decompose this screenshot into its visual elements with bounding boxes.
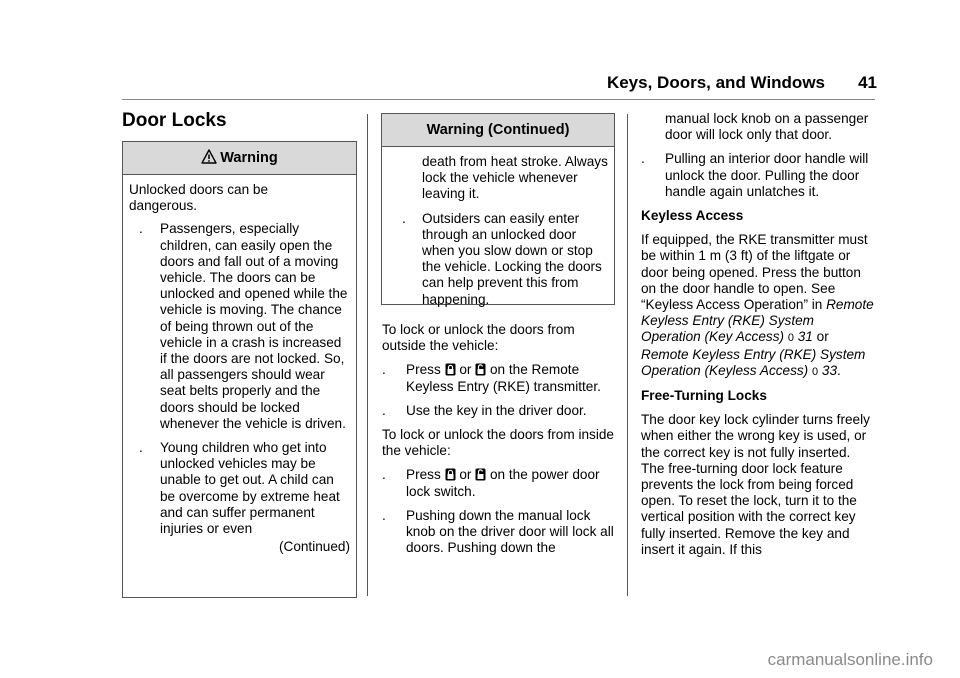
right-column-body xyxy=(641,111,875,566)
press-label: Press xyxy=(406,467,441,483)
bullet-dot: . xyxy=(382,467,386,483)
unlock-key-icon xyxy=(475,468,486,481)
warning-bullet-text: Young children who get into unlocked vehicles may be unable to get out. A child can be overcome by extreme heat and can suffer permanent injuries or even xyxy=(160,440,340,537)
lock-key-icon xyxy=(445,363,456,376)
continued-label: (Continued) xyxy=(278,539,350,555)
outside-intro: To lock or unlock the doors from outside the vehicle: xyxy=(382,322,575,354)
press-label: Press xyxy=(406,362,441,378)
continued-text: manual lock knob on a passenger door will lock only that door. xyxy=(665,111,869,143)
watermark: carmanualsonline.info xyxy=(767,650,933,669)
outside-item-1-rest: on the Remote Keyless Entry (RKE) transmitter. xyxy=(406,362,601,394)
column-divider-1 xyxy=(367,114,368,596)
page-ref-arrow-icon: 0 xyxy=(812,365,819,378)
keyless-access-heading: Keyless Access xyxy=(641,208,744,224)
bullet-dot: . xyxy=(382,402,386,418)
running-header-title: Keys, Doors, and Windows xyxy=(606,73,825,92)
inside-item-2: Pushing down the manual lock knob on the driver door will lock all doors. Pushing down the xyxy=(406,507,614,556)
bullet-dot: . xyxy=(382,507,386,523)
middle-column-body xyxy=(382,322,614,564)
warning-bullet xyxy=(129,221,350,432)
warning-bullet xyxy=(129,440,350,537)
cross-reference-link[interactable]: Remote Keyless Entry (RKE) System Operation (Key Access) xyxy=(641,297,874,345)
warning-heading xyxy=(123,142,356,175)
warning-heading-text: Warning xyxy=(220,150,278,166)
list-item xyxy=(382,508,614,557)
page-number: 41 xyxy=(858,73,877,92)
warning-intro: Unlocked doors can be dangerous. xyxy=(129,182,269,214)
list-item xyxy=(382,467,614,499)
warning-continued-box xyxy=(381,113,615,305)
list-item xyxy=(382,403,614,419)
outside-item-2: Use the key in the driver door. xyxy=(406,402,587,418)
warning-triangle-icon xyxy=(201,149,217,164)
page-ref[interactable]: 31 xyxy=(797,329,813,345)
keyless-text-1: If equipped, the RKE transmitter must be within 1 m (3 ft) of the liftgate or door being opened. Press the button on the door handle to open. See “Keyless Access Operation” in xyxy=(641,232,868,313)
bullet-dot: . xyxy=(382,362,386,378)
warning-bullet-text: Passengers, especially children, can easily open the doors and fall out of a moving vehicle. The doors can be unlocked and opened while the vehicle is moving. The chance of being thrown out of the vehicle in a crash is increased if the doors are not locked. So, all passengers should wear seat belts properly and the doors should be locked whenever the vehicle is driven. xyxy=(160,221,348,431)
section-title: Door Locks xyxy=(122,110,227,131)
bullet-dot: . xyxy=(641,151,645,167)
or-label: or xyxy=(459,467,472,483)
warning-continued-bullet-text: Outsiders can easily enter through an unlocked door when you slow down or stop the vehicle. Locking the doors can help prevent this from happening. xyxy=(422,210,602,307)
bullet-dot: . xyxy=(139,221,143,237)
warning-continued-lead: death from heat stroke. Always lock the vehicle whenever leaving it. xyxy=(422,154,608,202)
warning-continued-heading: Warning (Continued) xyxy=(382,114,614,147)
lock-key-icon xyxy=(445,468,456,481)
bullet-dot: . xyxy=(139,440,143,456)
unlock-key-icon xyxy=(475,363,486,376)
list-item xyxy=(382,362,614,394)
page-ref[interactable]: 33 xyxy=(821,362,838,378)
inside-item-1-rest: on the power door lock switch. xyxy=(406,467,600,499)
header-rule xyxy=(122,99,875,100)
page-ref-arrow-icon: 0 xyxy=(787,332,794,345)
or-label: or xyxy=(459,362,472,378)
right-item-text: Pulling an interior door handle will unlock the door. Pulling the door handle again unlatches it. xyxy=(665,151,869,199)
or-label: or xyxy=(816,329,829,345)
free-turning-heading: Free-Turning Locks xyxy=(641,388,767,404)
list-item xyxy=(641,151,875,200)
column-divider-2 xyxy=(627,114,628,596)
warning-bullet xyxy=(388,211,608,308)
keyless-access-text: If equipped, the RKE transmitter must be within 1 m (3 ft) of the liftgate or door being opened. Press the button on the door handle to open. See “Keyless Access Operation” in Remote Keyless Entry (RKE) System Operation (Key Access) 0 31 or Remote Keyless Entry (RKE) System Operation (Keyless Access) 0 33. xyxy=(641,232,874,378)
warning-box xyxy=(122,141,357,598)
bullet-dot: . xyxy=(402,210,406,226)
inside-intro: To lock or unlock the doors from inside the vehicle: xyxy=(382,427,614,459)
free-turning-text: The door key lock cylinder turns freely when either the wrong key is used, or the correct key is not fully inserted. The free-turning door lock feature prevents the lock from being forced open. To reset the lock, turn it to the vertical position with the correct key fully inserted. Remove the key and insert it again. If this xyxy=(641,412,870,557)
cross-reference-link[interactable]: Remote Keyless Entry (RKE) System Operation (Keyless Access) xyxy=(641,346,866,378)
